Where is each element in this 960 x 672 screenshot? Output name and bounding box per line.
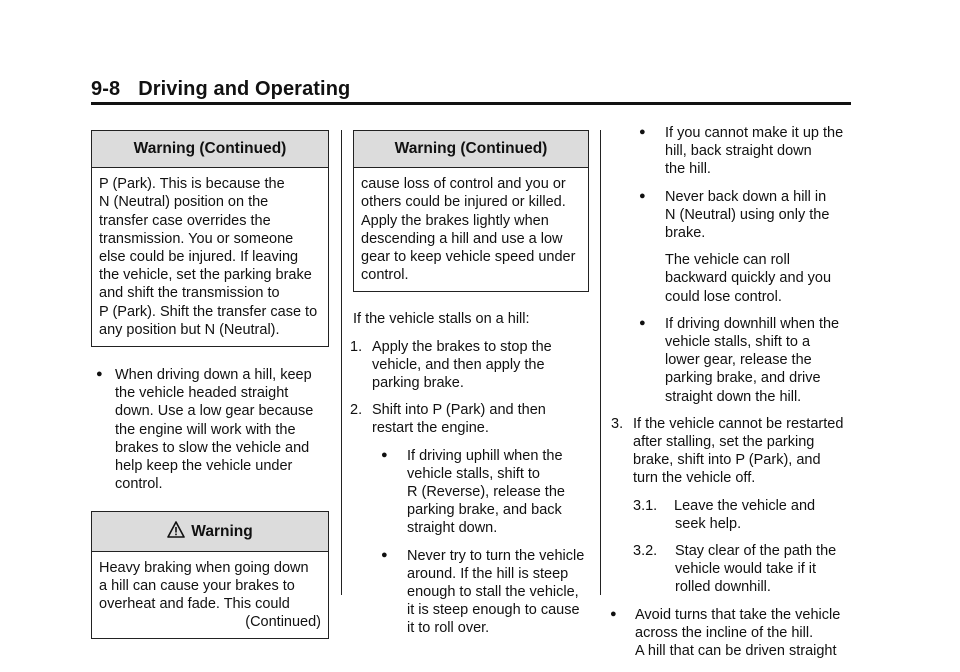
text-line: the vehicle, set the parking brake — [99, 267, 312, 284]
text-line: hill, back straight down — [665, 143, 812, 160]
text-line: any position but N (Neutral). — [99, 321, 280, 338]
text-line: If the vehicle cannot be restarted — [633, 415, 844, 432]
step-number: 2. — [350, 402, 363, 419]
text-line: vehicle stalls, shift to a — [665, 334, 811, 351]
text-line: N (Neutral) position on the — [99, 194, 269, 211]
text-line: R (Reverse), release the — [407, 484, 565, 501]
text-line: parking brake, and drive — [665, 370, 821, 387]
text-line: brake, shift into P (Park), and — [633, 452, 821, 469]
sub-step — [633, 542, 857, 597]
bullet-item — [641, 124, 857, 179]
text-line: backward quickly and you — [665, 270, 832, 287]
bullet-item — [91, 366, 329, 493]
text-line: descending a hill and use a low — [361, 230, 563, 247]
text-line: Avoid turns that take the vehicle — [635, 606, 841, 623]
text-line: The vehicle can roll — [665, 252, 790, 269]
text-line: turn the vehicle off. — [633, 470, 756, 487]
warning-box-title — [92, 512, 328, 551]
numbered-step — [350, 338, 586, 393]
text-line: restart the engine. — [372, 420, 489, 437]
warning-icon — [167, 521, 185, 538]
warning-continued-box — [91, 130, 329, 347]
intro-text: If the vehicle stalls on a hill: — [353, 311, 530, 328]
text-line: rolled downhill. — [675, 579, 771, 596]
bullet-icon: ● — [610, 607, 617, 620]
bullet-item — [641, 188, 857, 243]
text-line: down. Use a low gear because — [115, 403, 314, 420]
step-number: 1. — [350, 338, 363, 355]
warning-box-body — [92, 552, 328, 639]
warning-box — [91, 511, 329, 639]
sub-step — [633, 497, 857, 533]
text-line: seek help. — [675, 515, 742, 532]
text-line: else could be injured. If leaving — [99, 249, 299, 266]
text-line: enough to stall the vehicle, — [407, 584, 579, 601]
text-line: could lose control. — [665, 288, 782, 305]
warning-box-title: Warning (Continued) — [354, 131, 588, 168]
bullet-item — [641, 315, 857, 406]
text-line: parking brake, and back — [407, 502, 562, 519]
text-line: around. If the hill is steep — [407, 565, 569, 582]
text-line: If driving downhill when the — [665, 315, 840, 332]
step-number: 3. — [611, 415, 624, 432]
text-line: Never back down a hill in — [665, 188, 827, 205]
section-title: Driving and Operating — [138, 78, 351, 100]
text-line: control. — [361, 267, 409, 284]
note-paragraph — [611, 251, 857, 306]
warning-box-body — [92, 168, 328, 346]
text-line: Apply the brakes lightly when — [361, 212, 549, 229]
text-line: vehicle stalls, shift to — [407, 465, 540, 482]
bullet-item — [611, 606, 857, 661]
text-line: control. — [115, 476, 163, 493]
bullet-icon: ● — [639, 316, 646, 329]
text-line: parking brake. — [372, 375, 464, 392]
numbered-step — [350, 401, 586, 437]
warning-box-body — [354, 168, 588, 291]
text-line: lower gear, release the — [665, 352, 812, 369]
text-line: vehicle would take if it — [675, 561, 817, 578]
text-line: N (Neutral) using only the — [665, 206, 830, 223]
text-line: Never try to turn the vehicle — [407, 547, 585, 564]
column-2 — [350, 130, 589, 638]
text-line: the vehicle headed straight — [115, 385, 289, 402]
text-line: Leave the vehicle and — [674, 497, 816, 514]
text-line: it is steep enough to cause — [407, 602, 580, 619]
text-line: help keep the vehicle under — [115, 458, 293, 475]
text-line: it to roll over. — [407, 620, 490, 637]
text-line: If you cannot make it up the — [665, 125, 844, 141]
text-line: across the incline of the hill. — [635, 624, 814, 641]
text-line: Stay clear of the path the — [675, 543, 837, 560]
bullet-icon: ● — [381, 448, 388, 461]
text-line: the hill. — [665, 161, 711, 178]
text-line: straight down the hill. — [665, 388, 802, 405]
text-line: P (Park). Shift the transfer case to — [99, 303, 318, 320]
warning-box-title: Warning (Continued) — [92, 131, 328, 168]
header-rule — [91, 102, 851, 105]
numbered-step — [611, 415, 857, 488]
warning-continued-box — [353, 130, 589, 292]
column-divider-1 — [341, 130, 342, 595]
text-line: brakes to slow the vehicle and — [115, 439, 310, 456]
page-header — [91, 80, 350, 98]
warning-title-text: Warning — [191, 523, 253, 541]
text-line: overheat and fade. This could — [99, 596, 290, 613]
sub-step-number: 3.1. — [633, 497, 658, 514]
text-line: A hill that can be driven straight — [635, 643, 837, 660]
column-3 — [611, 124, 857, 660]
text-line: When driving down a hill, keep — [115, 367, 312, 384]
section-number: 9-8 — [91, 78, 121, 100]
text-line: vehicle, and then apply the — [372, 356, 545, 373]
text-line: the engine will work with the — [115, 421, 296, 438]
bullet-icon: ● — [639, 189, 646, 202]
column-divider-2 — [600, 130, 601, 595]
sub-step-number: 3.2. — [633, 543, 658, 560]
text-line: brake. — [665, 225, 706, 242]
bullet-item — [383, 547, 589, 638]
bullet-icon: ● — [96, 368, 103, 381]
text-line: straight down. — [407, 520, 498, 537]
text-line: P (Park). This is because the — [99, 176, 285, 193]
text-line: Shift into P (Park) and then — [372, 402, 546, 419]
bullet-item — [383, 447, 589, 538]
bullet-icon: ● — [381, 548, 388, 561]
text-line: If driving uphill when the — [407, 447, 563, 464]
text-line: cause loss of control and you or — [361, 176, 566, 193]
text-line: and shift the transmission to — [99, 285, 280, 302]
text-line: Apply the brakes to stop the — [372, 338, 552, 355]
column-1 — [91, 130, 329, 639]
continued-label: (Continued) — [245, 614, 321, 631]
text-line: transmission. You or someone — [99, 230, 294, 247]
text-line: others could be injured or killed. — [361, 194, 566, 211]
bullet-icon: ● — [639, 126, 646, 138]
text-line: transfer case overrides the — [99, 212, 271, 229]
text-line: gear to keep vehicle speed under — [361, 249, 576, 266]
text-line: after stalling, set the parking — [633, 434, 815, 451]
text-line: Heavy braking when going down — [99, 559, 309, 576]
text-line: a hill can cause your brakes to — [99, 577, 295, 594]
